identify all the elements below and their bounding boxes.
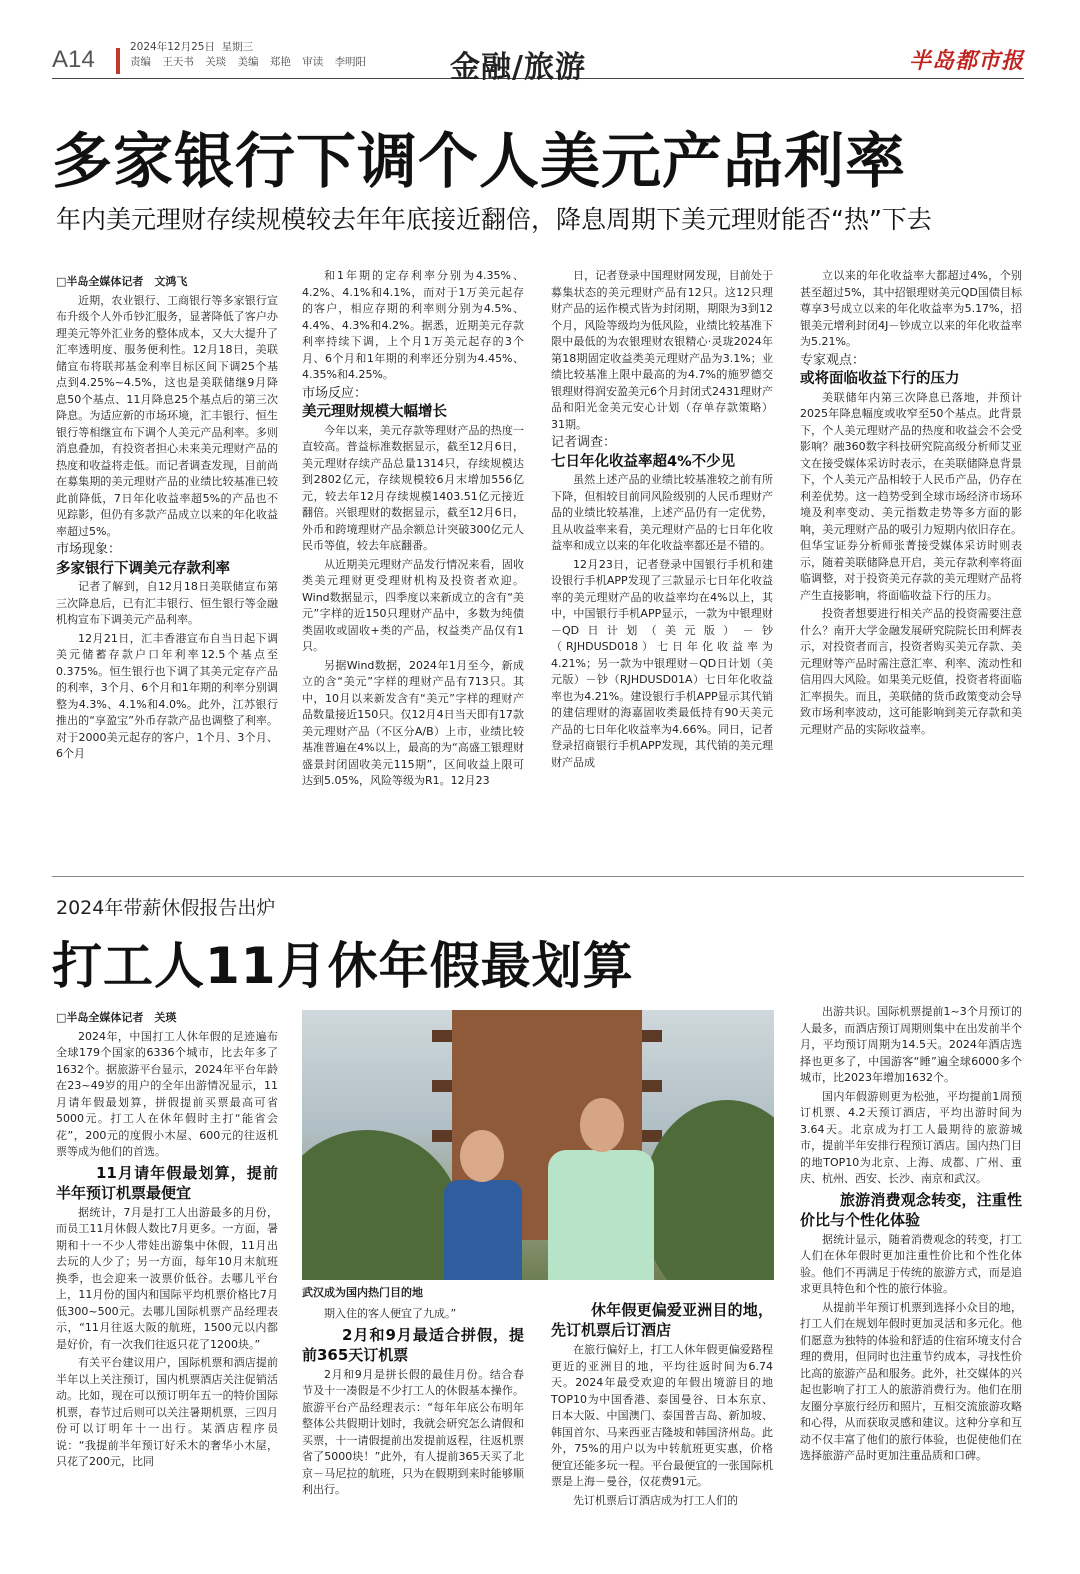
paragraph: 12月21日，汇丰香港宣布自当日起下调美元储蓄存款户口年利率12.5个基点至0.375%。恒生银行也下调了其美元定存产品的利率，3个月、6个月和1年期的利率分别调整为4.3%、4.1%和4.0%。此外，江苏银行推出的“享盈宝”外币存款产品也调整了利率。对于2000美元起存的客户，1个月、3个月、6个月: [56, 631, 278, 760]
paragraph: 记者了解到，自12月18日美联储宣布第三次降息后，已有汇丰银行、恒生银行等金融机构宣布下调美元产品利率。: [56, 580, 278, 626]
child-figure: [444, 1180, 522, 1280]
paragraph: 近期，农业银行、工商银行等多家银行宣布升级个人外币钞汇服务，显著降低了客户办理美元等外汇业务的整体成本，又大大提升了汇率透明度、服务便利性。12月18日，美联储宣布将联邦基金利率目标区间下调25个基点到4.25%~4.5%，这也是美联储继9月降息50个基点、11月降息25个基点后的第三次降息。为适应新的市场环境，汇丰银行、恒生银行等相继宣布下调个人美元产品利率。多则消息叠加，有投资者担心未来美元理财产品的热度和收益将走低。而记者调查发现，目前尚在募集期的美元理财产品的业绩比较基准已较此前降低，7日年化收益率超5%的产品也不见踪影，但仍有多款产品成立以来的年化收益率超过5%。: [56, 293, 278, 538]
article-photo: [302, 1010, 774, 1280]
page-number-divider: [116, 48, 120, 74]
paragraph: 从近期美元理财产品发行情况来看，固收类美元理财更受理财机构及投资者欢迎。Wind数据显示，四季度以来新成立的含有“美元”字样的近150只理财产品中，多数为纯债类固收或固收+类的产品，权益类产品仅有1只。: [302, 557, 524, 653]
section-heading: 2月和9月最适合拼假，提前365天订机票: [302, 1325, 524, 1364]
paragraph: 2024年，中国打工人休年假的足迹遍布全球179个国家的6336个城市，比去年多了1632个。据旅游平台显示，2024年平台年龄在23~49岁的用户的全年出游情况显示，11月请年假最划算，拼假提前买票最高可省5000元。打工人在休年假时主打“能省会花”，200元的度假小木屋、600元的往返机票等成为他们的首选。: [56, 1029, 278, 1158]
staff-credits: [130, 55, 374, 70]
story2-column-3: [551, 1300, 773, 1511]
section-heading: 多家银行下调美元存款利率: [56, 560, 230, 577]
section-kicker: 记者调查：: [551, 435, 617, 450]
paragraph: 日，记者登录中国理财网发现，目前处于募集状态的美元理财产品有12只。这12只理财产品的运作模式皆为封闭期，期限为3到12个月，风险等级均为低风险，业绩比较基准下限中最低的为农银理财农银精心·灵珑2024年第18期固定收益类美元理财产品为3.1%；业绩比较基准上限中最高的为4.7%的施罗德交银理财得润安盈美元6个月封闭式2431理财产品和阳光金美元安心计划（存单存款策略）31期。: [551, 269, 773, 431]
story2-kicker: 2024年带薪休假报告出炉: [56, 897, 276, 919]
photo-caption: 武汉成为国内热门目的地: [302, 1286, 423, 1299]
story1-column-2: [302, 268, 524, 792]
story-divider: [52, 876, 1024, 877]
staff-name: 李明阳: [334, 56, 367, 68]
section-heading: 休年假更偏爱亚洲目的地，先订机票后订酒店: [551, 1301, 773, 1339]
paragraph: 期入住的客人便宜了九成。”: [324, 1307, 457, 1320]
section-kicker: 专家观点：: [800, 352, 866, 368]
section-heading: 七日年化收益率超4%不少见: [551, 453, 736, 470]
staff-role: 审读: [302, 56, 324, 68]
story1-column-4: [800, 268, 1022, 740]
staff-role: 美编: [237, 56, 259, 68]
staff-role: 责编: [130, 56, 151, 68]
newspaper-logo: 半岛都市报: [908, 48, 1024, 74]
paragraph: 12月23日，记者登录中国银行手机和建设银行手机APP发现了三款显示七日年化收益率的美元理财产品的收益率均在4%以上，其中，中国银行手机APP显示，一款为中银理财－QD日计划（美元版）－钞（RJHDUSD018）七日年化收益率为4.21%；另一款为中银理财－QD日计划（美元版）－钞（RJHDUSD01A）七日年化收益率也为4.21%。建设银行手机APP显示其代销的建信理财的海嘉固收类最低持有90天美元产品的七日年化收益率为4.66%。同日，记者登录招商银行手机APP发现，其代销的美元理财产品成: [551, 557, 773, 769]
story2-column-4: [800, 1004, 1022, 1467]
section-heading: 或将面临收益下行的压力: [800, 371, 960, 387]
section-kicker: 市场反应：: [302, 385, 368, 401]
staff-name: 王天书: [162, 56, 194, 68]
paragraph: 今年以来，美元存款等理财产品的热度一直较高。普益标准数据显示，截至12月6日，美元理财存续产品总量1314只，存续规模达到2802亿元，存续规模较6月末增加556亿元，较去年12月存续规模1403.51亿元接近翻倍。兴银理财的数据显示，截至12月6日，外币和跨境理财产品余额总计突破300亿元人民币等值，较去年底翻番。: [302, 423, 524, 552]
issue-weekday: 星期三: [221, 41, 254, 53]
section-heading: 美元理财规模大幅增长: [302, 404, 447, 420]
paragraph: 在旅行偏好上，打工人休年假更偏爱路程更近的亚洲目的地，平均往返时间为6.74天。2024年最受欢迎的年假出境游目的地TOP10为中国香港、泰国曼谷、日本东京、日本大阪、中国澳门、泰国普吉岛、新加坡、韩国首尔、马来西亚吉隆坡和韩国济州岛。此外，75%的用户以为中转航班更实惠，价格便宜还能多玩一程。平台最便宜的一张国际机票是上海－曼谷，仅花费91元。: [551, 1343, 773, 1488]
section-title: 金融/旅游: [450, 50, 586, 85]
staff-name: 郑艳: [269, 56, 291, 68]
paragraph: 有关平台建议用户，国际机票和酒店提前半年以上关注预订，国内机票酒店关注促销活动。比如，现在可以预订明年五一的特价国际机票，春节过后则可以关注暑期机票，三四月份可以订明年十一出行。某酒店程序员说：“我提前半年预订好禾木的奢华小木屋，只花了200元，比同: [56, 1356, 278, 1468]
story1-column-1: [56, 274, 278, 765]
paragraph: 先订机票后订酒店成为打工人们的: [573, 1493, 738, 1507]
paragraph: 据统计，7月是打工人出游最多的月份，而员工11月休假人数比7月更多。一方面，暑期和十一不少人带娃出游集中休假，11月出去玩的人少了；另一方面，每年10月末航班换季，也会迎来一波票价低谷。去哪儿平台上，11月份的国内和国际平均机票价格比7月低300~500元。去哪儿国际机票产品经理表示，“11月往返大阪的航班，1500元以内都是好价，有一次我们往返只花了1200块。”: [56, 1205, 278, 1351]
byline: □半岛全媒体记者 文鸿飞: [56, 275, 188, 288]
paragraph: 据统计显示，随着消费观念的转变，打工人们在休年假时更加注重性价比和个性化体验。他们不再满足于传统的旅游方式，而是追求更具特色和个性的旅行体验。: [800, 1232, 1022, 1295]
child-figure: [548, 1150, 654, 1280]
paragraph: 虽然上述产品的业绩比较基准较之前有所下降，但相较目前同风险级别的人民币理财产品的业绩比较基准，上述产品仍有一定优势，且从收益率来看，美元理财产品的七日年化收益率和成立以来的年化收益率都还是不错的。: [551, 473, 773, 552]
issue-date: 2024年12月25日: [130, 41, 215, 53]
section-kicker: 市场现象：: [56, 542, 122, 557]
paragraph: 国内年假游则更为松弛，平均提前1周预订机票、4.2天预订酒店，平均出游时间为3.64天。北京成为打工人最期待的旅游城市，提前半年安排行程预订酒店。国内热门目的地TOP10为北京、上海、成都、广州、重庆、杭州、西安、长沙、南京和武汉。: [800, 1089, 1022, 1185]
story2-column-1: [56, 1010, 278, 1473]
paragraph: 投资者想要进行相关产品的投资需要注意什么？南开大学金融发展研究院院长田利辉表示，对投资者而言，投资者购买美元存款、美元理财等产品时需注意汇率、利率、流动性和信用四大风险。如果美元贬值，投资者将面临汇率损失。而且，美联储的货币政策变动会导致市场利率波动，这可能影响到美元存款和美元理财产品的实际收益率。: [800, 607, 1022, 736]
paragraph: 另据Wind数据，2024年1月至今，新成立的含“美元”字样的理财产品有713只。其中，10月以来新发含有“美元”字样的理财产品数量接近150只。仅12月4日当天即有17款美元理财产品（不区分A/B）上市，业绩比较基准普遍在4%以上，最高的为“高盛工银理财盛景封闭固收美元115期”，区间收益上限可达到5.05%，风险等级为R1。12月23: [302, 658, 524, 787]
paragraph: 2月和9月是拼长假的最佳月份。结合春节及十一凑假是不少打工人的休假基本操作。旅游平台产品经理表示：“每年年底公布明年整体公共假期计划时，我就会研究怎么请假和买票，十一请假提前出发提前返程，往返机票省了5000块！”此外，有人提前365天买了北京－马尼拉的航班，只为在假期到来时能够顺利出行。: [302, 1367, 524, 1496]
paragraph: 出游共识。国际机票提前1~3个月预订的人最多，而酒店预订周期则集中在出发前半个月，平均预订周期为14.5天。2024年酒店选择也更多了，中国游客“睡”遍全球6000多个城市，比2023年增加1632个。: [800, 1005, 1022, 1084]
byline: □半岛全媒体记者 关瑛: [56, 1011, 177, 1024]
section-heading: 11月请年假最划算，提前半年预订机票最便宜: [56, 1163, 278, 1202]
subheadline: 年内美元理财存续规模较去年年底接近翻倍，降息周期下美元理财能否“热”下去: [56, 205, 932, 234]
paragraph: 美联储年内第三次降息已落地，并预计2025年降息幅度或收窄至50个基点。此背景下，个人美元理财产品的热度和收益会不会受影响？融360数字科技研究院高级分析师艾亚文在接受媒体采访时表示，在美联储降息背景下，个人美元产品相较于人民币产品，仍存在利差优势。这一趋势受到全球市场经济市场环境及利率变动、美元指数走势等多方面的影响，美元理财产品的吸引力短期内依旧存在。但华宝证券分析师张菁接受媒体采访时则表示，随着美联储降息开启，美元存款利率将面临调整，对于投资美元存款的美元理财产品将产生直接影响，将面临收益下行的压力。: [800, 390, 1022, 602]
page-number: A14: [52, 46, 95, 73]
masthead: [52, 40, 1024, 85]
issue-meta: [130, 40, 374, 70]
paragraph: 立以来的年化收益率大都超过4%，个别甚至超过5%，其中招银理财美元QD国债目标尊享3号成立以来的年化收益率为5.17%，招银美元增利封闭4J－钞成立以来的年化收益率为5.21%。: [800, 269, 1022, 348]
story1-column-3: [551, 268, 773, 773]
paragraph: 和1年期的定存利率分别为4.35%、4.2%、4.1%和4.1%，而对于1万美元起存的客户，相应存期的利率则分别为4.5%、4.4%、4.3%和4.2%。据悉，近期美元存款利率持续下调，上个月1万美元起存的3个月、6个月和1年期的利率还分别为4.45%、4.35%和4.25%。: [302, 269, 524, 381]
section-heading: 旅游消费观念转变，注重性价比与个性化体验: [800, 1190, 1022, 1229]
story2-column-2: [302, 1306, 524, 1501]
staff-name: 关琰: [205, 56, 227, 68]
headline: 多家银行下调个人美元产品利率: [52, 127, 906, 197]
story2-headline: 打工人11月休年假最划算: [52, 937, 634, 995]
paragraph: 从提前半年预订机票到选择小众目的地，打工人们在规划年假时更加灵活和多元化。他们愿意为独特的体验和舒适的住宿环境支付合理的费用，但同时也注重节约成本，寻找性价比高的旅游产品和服务。此外，社交媒体的兴起也影响了打工人的旅游消费行为。他们在朋友圈分享旅行经历和照片，互相交流旅游攻略和心得，从而获取灵感和建议。这种分享和互动不仅丰富了他们的旅行体验，也促使他们在选择旅游产品时更加注重品质和口碑。: [800, 1300, 1022, 1462]
